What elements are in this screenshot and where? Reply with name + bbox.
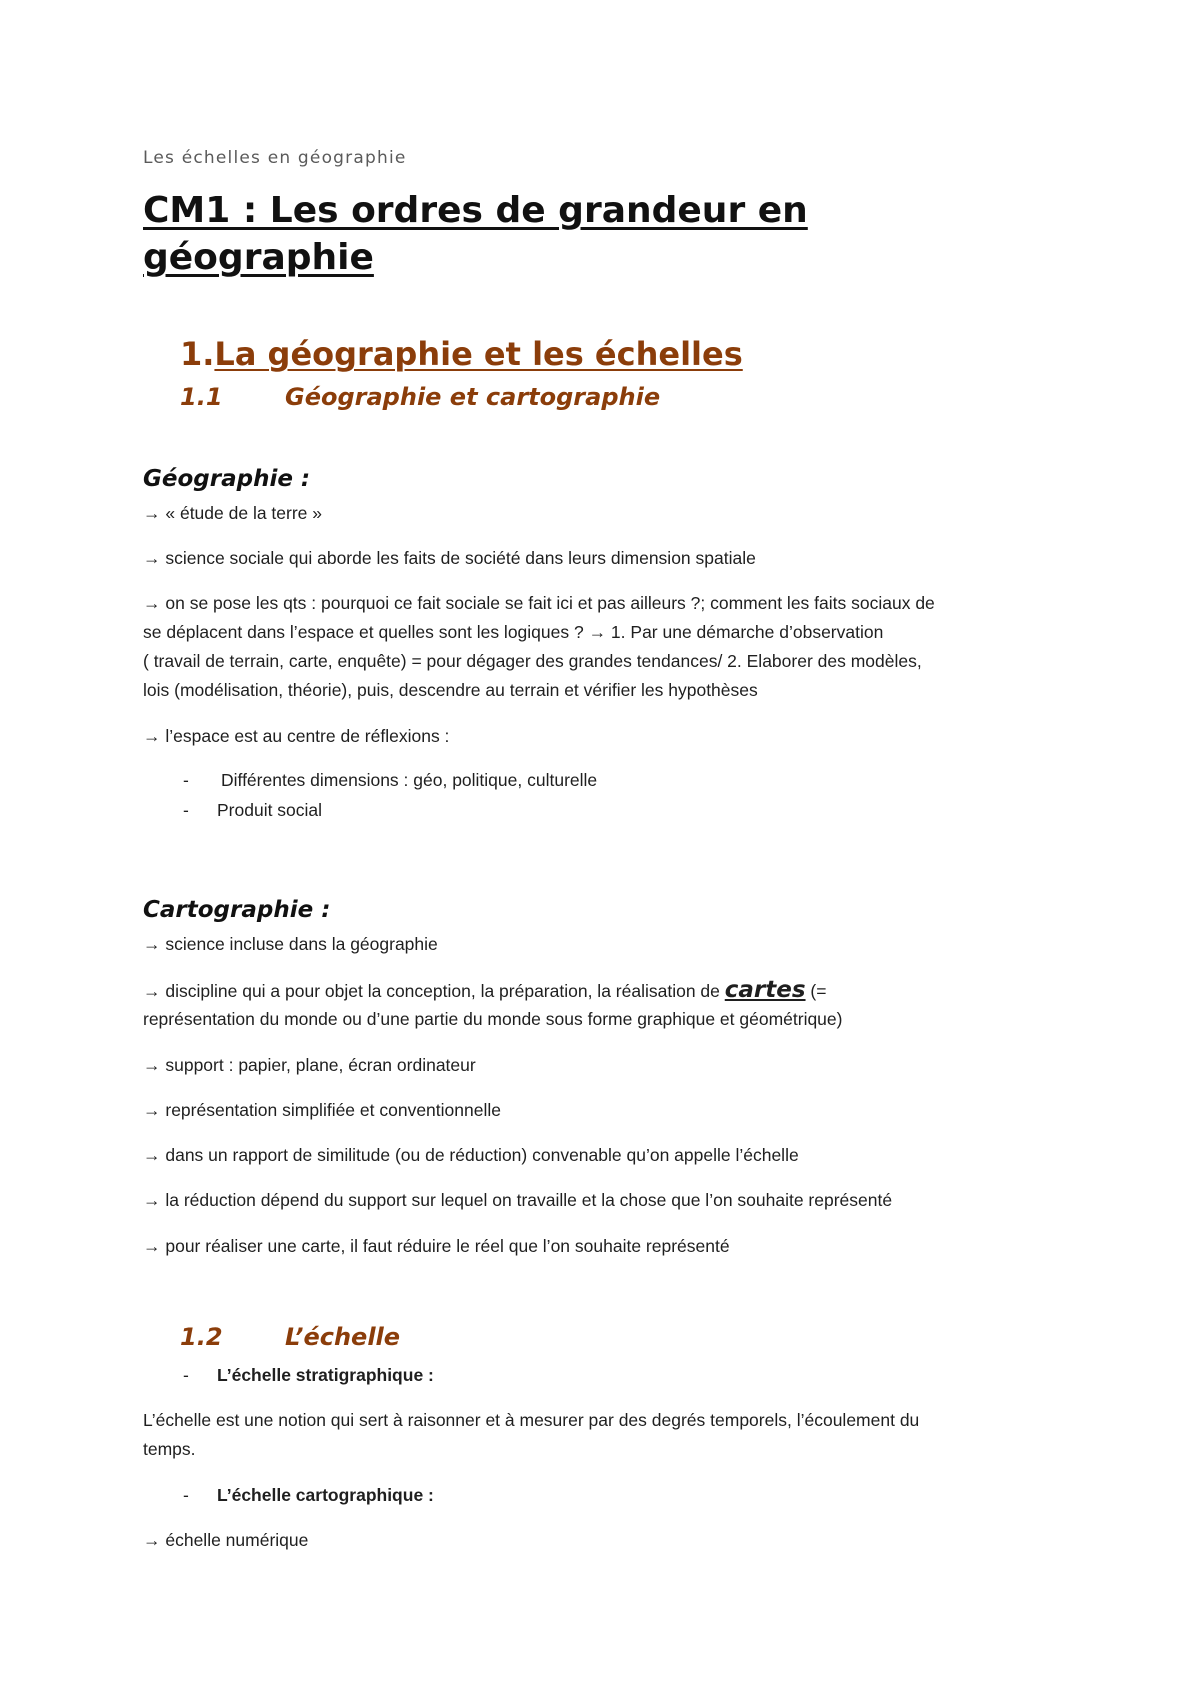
section-1-number: 1. bbox=[180, 335, 215, 373]
document-subtitle: Les échelles en géographie bbox=[143, 148, 407, 168]
cartes-emphasis: cartes bbox=[724, 977, 806, 1003]
bullet-dash: - bbox=[183, 1365, 189, 1385]
echelle-line-1: → échelle numérique bbox=[143, 1530, 309, 1550]
carto-line-2a-text: → discipline qui a pour objet la conception, la préparation, la réalisation de bbox=[143, 981, 725, 1001]
geo-line-3c: ( travail de terrain, carte, enquête) = pour dégager des grandes tendances/ 2. Elaborer des modèles, bbox=[143, 651, 922, 671]
cartographie-heading: Cartographie : bbox=[143, 897, 331, 923]
carto-line-2a bbox=[143, 977, 826, 1003]
section-1-title: La géographie et les échelles bbox=[214, 335, 743, 373]
subsection-1-2-title: L’échelle bbox=[285, 1323, 401, 1351]
carto-line-5: → dans un rapport de similitude (ou de réduction) convenable qu’on appelle l’échelle bbox=[143, 1145, 799, 1165]
document-title-line2: géographie bbox=[143, 237, 374, 278]
echelle-para-line-2: temps. bbox=[143, 1439, 196, 1459]
carto-line-1: → science incluse dans la géographie bbox=[143, 934, 438, 954]
carto-line-7: → pour réaliser une carte, il faut réduire le réel que l’on souhaite représenté bbox=[143, 1236, 730, 1256]
carto-line-2a-end: (= bbox=[805, 981, 827, 1001]
echelle-cartographique-label: L’échelle cartographique : bbox=[217, 1485, 434, 1505]
geo-line-2: → science sociale qui aborde les faits de société dans leurs dimension spatiale bbox=[143, 548, 756, 568]
geo-line-3b: se déplacent dans l’espace et quelles sont les logiques ? → 1. Par une démarche d’observation bbox=[143, 622, 884, 642]
subsection-1-2-number: 1.2 bbox=[180, 1323, 223, 1351]
geo-bullet-1: Différentes dimensions : géo, politique, culturelle bbox=[221, 770, 598, 790]
bullet-dash: - bbox=[183, 1485, 189, 1505]
geographie-heading: Géographie : bbox=[143, 466, 311, 492]
subsection-1-1-title: Géographie et cartographie bbox=[285, 383, 661, 411]
echelle-para-line-1: L’échelle est une notion qui sert à raisonner et à mesurer par des degrés temporels, l’écoulement du bbox=[143, 1410, 920, 1430]
carto-line-6: → la réduction dépend du support sur lequel on travaille et la chose que l’on souhaite représenté bbox=[143, 1190, 893, 1210]
subsection-1-1-number: 1.1 bbox=[180, 383, 223, 411]
document-title-line1: CM1 : Les ordres de grandeur en bbox=[143, 190, 808, 231]
carto-line-4: → représentation simplifiée et conventionnelle bbox=[143, 1100, 501, 1120]
carto-line-2b: représentation du monde ou d’une partie du monde sous forme graphique et géométrique) bbox=[143, 1009, 843, 1029]
echelle-stratigraphique-label: L’échelle stratigraphique : bbox=[217, 1365, 434, 1385]
carto-line-3: → support : papier, plane, écran ordinateur bbox=[143, 1055, 476, 1075]
geo-line-4: → l’espace est au centre de réflexions : bbox=[143, 726, 450, 746]
subsection-1-2-heading bbox=[180, 1323, 400, 1351]
geo-line-3d: lois (modélisation, théorie), puis, descendre au terrain et vérifier les hypothèses bbox=[143, 680, 758, 700]
bullet-dash: - bbox=[183, 770, 189, 790]
geo-line-3a: → on se pose les qts : pourquoi ce fait sociale se fait ici et pas ailleurs ?; comment les faits sociaux de bbox=[143, 593, 935, 613]
subsection-1-1-heading bbox=[180, 383, 660, 411]
bullet-dash: - bbox=[183, 800, 189, 820]
geo-line-1: → « étude de la terre » bbox=[143, 503, 322, 523]
geo-bullet-2: Produit social bbox=[217, 800, 323, 820]
section-1-heading bbox=[180, 335, 743, 373]
